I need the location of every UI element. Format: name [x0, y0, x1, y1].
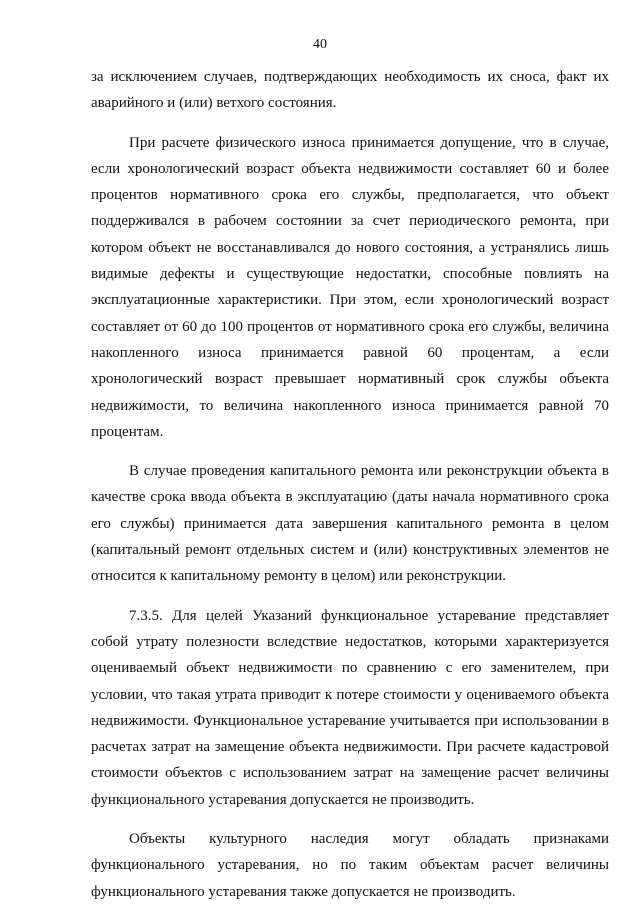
paragraph-continuation: за исключением случаев, подтверждающих необходимость их сноса, факт их аварийного и (или) ветхого состояния.	[91, 69, 609, 112]
page-number: 40	[313, 37, 327, 52]
paragraph-physical-wear: При расчете физического износа принимается допущение, что в случае, если хронологический возраст объекта недвижимости составляет 60 и более процентов нормативного срока его службы, предполагается, что объект поддерживался в рабочем состоянии за счет периодического ремонта, при котором объект не восстанавливался до нового состояния, а устранялись лишь видимые дефекты и существующие недостатки, способные повлиять на эксплуатационные характеристики. При этом, если хронологический возраст составляет от 60 до 100 процентов от нормативного срока его службы, величина накопленного износа принимается равной 60 процентам, а если хронологический возраст превышает нормативный срок службы объекта недвижимости, то величина накопленного износа принимается равной 70 процентам.	[91, 134, 609, 440]
paragraph-cultural-heritage: Объекты культурного наследия могут обладать признаками функционального устаревания, но по таким объектам расчет величины функционального устаревания также допускается не производить.	[91, 831, 609, 900]
paragraph-capital-repair: В случае проведения капитального ремонта или реконструкции объекта в качестве срока ввода объекта в эксплуатацию (даты начала нормативного срока его службы) принимается дата завершения капитального ремонта в целом (капитальный ремонт отдельных систем и (или) конструктивных элементов не относится к капитальному ремонту в целом) или реконструкции.	[91, 463, 609, 585]
document-body	[91, 64, 609, 905]
paragraph-functional-obsolescence: 7.3.5. Для целей Указаний функциональное устаревание представляет собой утрату полезности вследствие недостатков, которыми характеризуется оцениваемый объект недвижимости по сравнению с его заменителем, при условии, что такая утрата приводит к потере стоимости у оцениваемого объекта недвижимости. Функциональное устаревание учитывается при использовании в расчетах затрат на замещение объекта недвижимости. При расчете кадастровой стоимости объектов с использованием затрат на замещение расчет величины функционального устаревания допускается не производить.	[91, 607, 609, 808]
